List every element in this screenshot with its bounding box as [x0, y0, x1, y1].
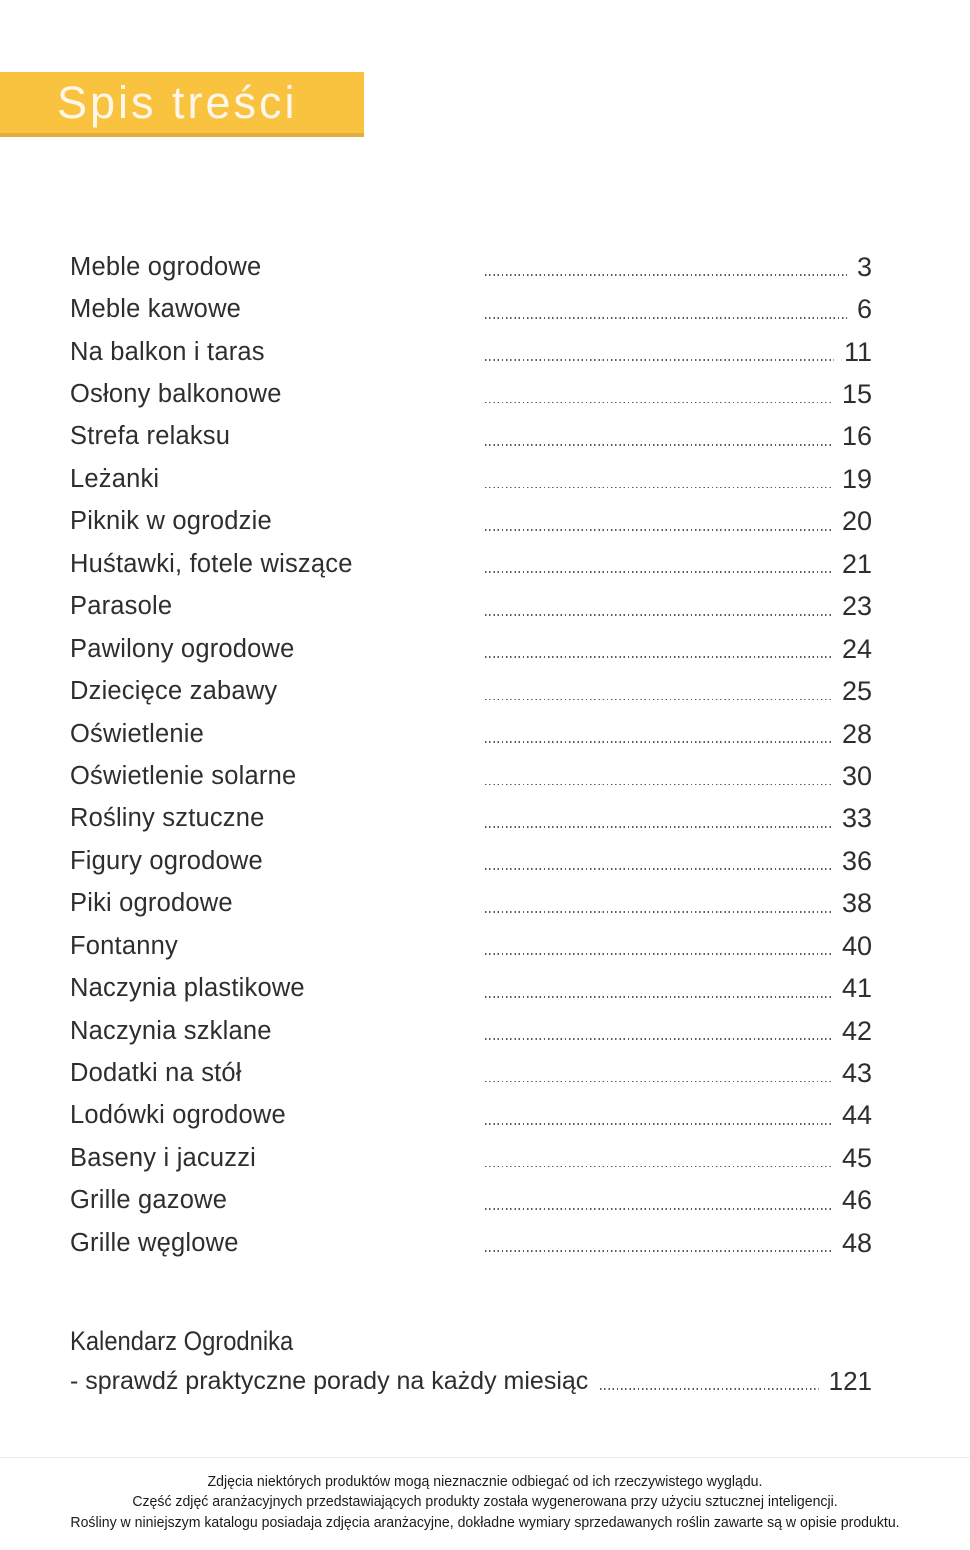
toc-row[interactable] [70, 967, 872, 1009]
toc-page-number: 38 [841, 888, 872, 919]
toc-row[interactable] [70, 713, 872, 755]
toc-item-label: Strefa relaksu [70, 422, 231, 451]
toc-page-number: 42 [841, 1015, 872, 1046]
page-title-banner [0, 72, 364, 137]
calendar-section [70, 1322, 872, 1401]
toc-item-label: Dodatki na stół [70, 1059, 242, 1088]
dotted-leader [485, 529, 832, 531]
toc-page-number: 41 [841, 973, 872, 1004]
toc-page-number: 30 [841, 760, 872, 791]
dotted-leader [485, 487, 832, 489]
dotted-leader [485, 784, 832, 786]
toc-row[interactable] [70, 883, 872, 925]
toc-item-label: Piknik w ogrodzie [70, 507, 272, 536]
toc-page-number: 33 [841, 803, 872, 834]
toc-page-number: 3 [856, 251, 872, 282]
toc-row[interactable] [70, 288, 872, 330]
toc-row[interactable] [70, 798, 872, 840]
dotted-leader [485, 1166, 832, 1168]
toc-item-label: Baseny i jacuzzi [70, 1143, 257, 1172]
toc-row[interactable] [70, 373, 872, 415]
toc-item-label: Piki ogrodowe [70, 889, 233, 918]
dotted-leader [485, 317, 847, 319]
toc-page-number: 48 [841, 1227, 872, 1258]
dotted-leader [485, 953, 832, 955]
toc-item-label: Oświetlenie [70, 719, 205, 748]
toc-row[interactable] [70, 331, 872, 373]
toc-row[interactable] [70, 628, 872, 670]
footer-divider [0, 1457, 970, 1458]
toc-row[interactable] [70, 1095, 872, 1137]
toc-item-label: Grille węglowe [70, 1228, 239, 1257]
toc-page-number: 20 [841, 506, 872, 537]
dotted-leader [485, 402, 832, 404]
toc-row[interactable] [70, 1180, 872, 1222]
dotted-leader [485, 996, 832, 998]
toc-row[interactable] [70, 501, 872, 543]
toc-page-number: 40 [841, 930, 872, 961]
dotted-leader [485, 1123, 832, 1125]
dotted-leader [485, 656, 832, 658]
toc-row[interactable] [70, 1052, 872, 1094]
toc-item-label: Figury ogrodowe [70, 846, 263, 875]
toc-item-label: Fontanny [70, 931, 178, 960]
footer-line: Zdjęcia niektórych produktów mogą nieznacznie odbiegać od ich rzeczywistego wyglądu. [207, 1473, 763, 1490]
toc-page-number: 25 [841, 676, 872, 707]
toc-row[interactable] [70, 1222, 872, 1264]
toc-item-label: Rośliny sztuczne [70, 804, 265, 833]
toc-row[interactable] [70, 458, 872, 500]
toc-item-label: Naczynia plastikowe [70, 974, 305, 1003]
toc-row[interactable] [70, 416, 872, 458]
toc-page-number: 45 [841, 1142, 872, 1173]
dotted-leader [485, 868, 832, 870]
toc-page-number: 44 [841, 1100, 872, 1131]
toc-page-number: 19 [841, 463, 872, 494]
dotted-leader [485, 614, 832, 616]
toc-page-number: 15 [841, 379, 872, 410]
dotted-leader [485, 1081, 832, 1083]
toc-page-number: 21 [841, 548, 872, 579]
dotted-leader [485, 911, 832, 913]
page-title: Spis treści [57, 76, 298, 128]
dotted-leader [485, 741, 832, 743]
toc-page-number: 23 [841, 591, 872, 622]
toc-item-label: Huśtawki, fotele wiszące [70, 549, 353, 578]
calendar-section-title: Kalendarz Ogrodnika [70, 1326, 294, 1357]
toc-row[interactable] [70, 755, 872, 797]
toc-item-label: Naczynia szklane [70, 1016, 272, 1045]
dotted-leader [485, 826, 832, 828]
calendar-section-subtitle: - sprawdź praktyczne porady na każdy miesiąc [70, 1366, 589, 1395]
footer-disclaimer [0, 1472, 970, 1533]
toc-page-number: 16 [841, 421, 872, 452]
dotted-leader [485, 1250, 832, 1252]
toc-row[interactable] [70, 670, 872, 712]
dotted-leader [485, 1208, 832, 1210]
toc-row[interactable] [70, 586, 872, 628]
toc-page-number: 24 [841, 633, 872, 664]
toc-item-label: Osłony balkonowe [70, 380, 282, 409]
dotted-leader [485, 274, 847, 276]
toc-row[interactable] [70, 925, 872, 967]
toc-item-label: Meble ogrodowe [70, 252, 262, 281]
dotted-leader [485, 1038, 832, 1040]
dotted-leader [600, 1388, 818, 1390]
dotted-leader [485, 359, 834, 361]
toc-item-label: Meble kawowe [70, 295, 242, 324]
toc-page-number: 6 [856, 294, 872, 325]
toc-page-number: 43 [841, 1058, 872, 1089]
toc-page-number: 28 [841, 718, 872, 749]
toc-page-number: 46 [841, 1185, 872, 1216]
toc-row[interactable] [70, 246, 872, 288]
dotted-leader [485, 444, 832, 446]
toc-row[interactable] [70, 543, 872, 585]
toc-item-label: Na balkon i taras [70, 337, 265, 366]
calendar-page-number: 121 [828, 1365, 872, 1396]
toc-list [70, 246, 872, 1265]
toc-page-number: 11 [843, 336, 872, 367]
toc-item-label: Dziecięce zabawy [70, 677, 278, 706]
toc-row[interactable] [70, 1137, 872, 1179]
dotted-leader [485, 571, 832, 573]
toc-page-number: 36 [841, 845, 872, 876]
footer-line: Część zdjęć aranżacyjnych przedstawiających produkty została wygenerowana przy użyciu sztucznej inteligencji. [132, 1493, 838, 1511]
toc-row[interactable] [70, 840, 872, 882]
toc-item-label: Parasole [70, 592, 173, 621]
toc-item-label: Leżanki [70, 464, 160, 493]
footer-line: Rośliny w niniejszym katalogu posiadaja zdjęcia aranżacyjne, dokładne wymiary sprzedawanych roślin zawarte są w opisie produktu. [70, 1513, 900, 1531]
toc-item-label: Oświetlenie solarne [70, 761, 297, 790]
dotted-leader [485, 699, 832, 701]
toc-item-label: Pawilony ogrodowe [70, 634, 295, 663]
toc-item-label: Grille gazowe [70, 1186, 228, 1215]
toc-item-label: Lodówki ogrodowe [70, 1101, 286, 1130]
toc-row[interactable] [70, 1010, 872, 1052]
calendar-section-row[interactable] [70, 1362, 872, 1402]
